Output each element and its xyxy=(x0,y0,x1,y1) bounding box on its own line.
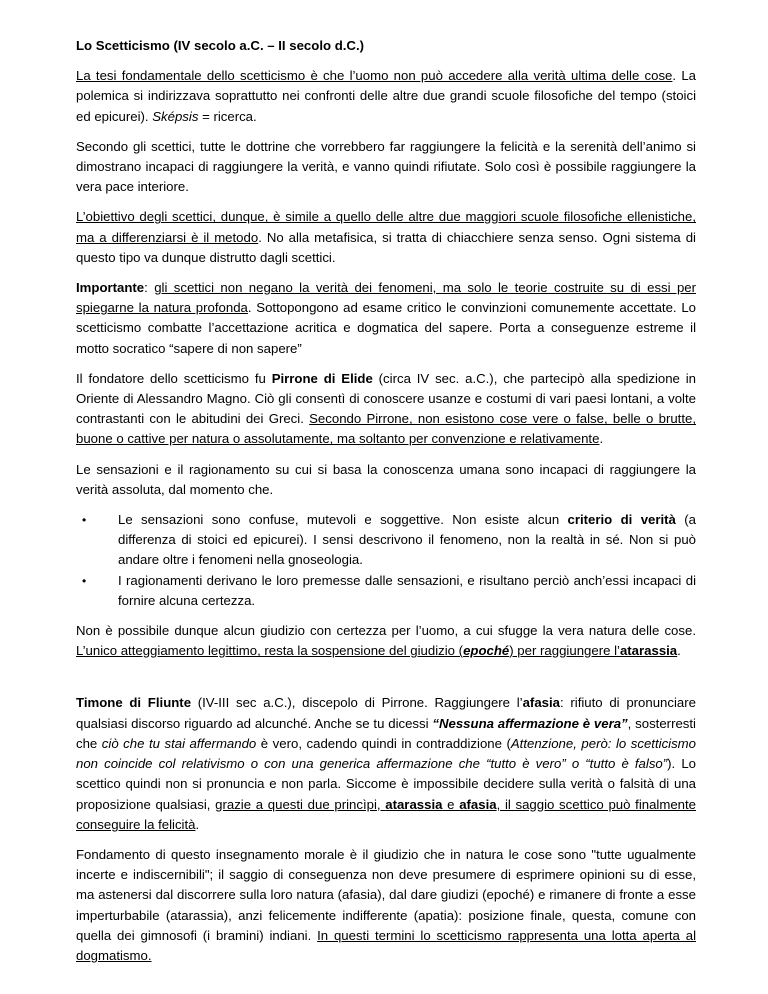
text-span: Fondamento di questo insegnamento morale è il giudizio che in natura le cose sono "tutte ugualmente incerte e indiscernibili"; il saggio di conseguenza non deve presumere di esprimere opinioni su di esse, ma astenersi dal discorrere sulla loro natura (afasia), dal dare giudizi (epoché) e rimanere di fronte a esse imperturbabile (atarassia), anzi felicemente indifferente (apatia): posizione finale, questa, comune con quella dei gimnosofi (i bramini) indiani. xyxy=(76,846,696,943)
bold-text: Pirrone di Elide xyxy=(271,370,373,386)
bold-text: criterio di verità xyxy=(567,512,676,528)
bullet-icon: • xyxy=(82,513,87,528)
underlined-bold-italic-text: epoché xyxy=(463,643,510,659)
italic-text: Sképsis xyxy=(152,108,199,124)
paragraph-timone xyxy=(76,693,696,834)
text-span: è vero, cadendo quindi in contraddizione ( xyxy=(256,735,511,751)
bold-text: afasia xyxy=(522,695,560,711)
text-span: Le sensazioni sono confuse, mutevoli e soggettive. Non esiste alcun xyxy=(118,512,568,528)
text-span: . xyxy=(677,643,681,659)
paragraph-doctrines: Secondo gli scettici, tutte le dottrine che vorrebbero far raggiungere la felicità e la serenità dell’animo si dimostrano incapaci di raggiungere la verità, e vanno quindi rifiutate. Solo così è possibile raggiungere la vera pace interiore. xyxy=(76,138,696,195)
bold-italic-text: “Nessuna affermazione è vera” xyxy=(432,715,628,731)
underlined-bold-text: afasia xyxy=(459,796,497,812)
underlined-text: La tesi fondamentale dello scetticismo è che l’uomo non può accedere alla verità ultima delle cose xyxy=(76,68,673,84)
text-span: Non è possibile dunque alcun giudizio con certezza per l’uomo, a cui sfugge la vera natura delle cose. xyxy=(76,623,696,639)
text-span: . xyxy=(599,431,604,447)
list-item xyxy=(76,510,696,571)
text-span: (a differenza di stoici ed epicurei). I sensi descrivono il fenomeno, non la realtà in sé. Non si può andare oltre i fenomeni nella gnoseologia. xyxy=(118,512,696,568)
underlined-text: e xyxy=(442,796,460,812)
underlined-text: ) per raggiungere l’ xyxy=(509,643,620,659)
text-span: . xyxy=(195,816,200,832)
underlined-text: , il saggio scettico può finalmente conseguire la felicità xyxy=(76,796,696,832)
blank-line xyxy=(76,671,696,693)
text-span: (IV-III sec a.C.), discepolo di Pirrone. Raggiungere l’ xyxy=(191,695,523,711)
underlined-text: gli scettici non negano la verità dei fenomeni, ma solo le teorie costruite su di essi per spiegarne la natura profonda xyxy=(76,280,696,316)
italic-text: ciò che tu stai affermando xyxy=(101,735,257,751)
paragraph-judgement xyxy=(76,621,696,661)
text-span: Il fondatore dello scetticismo fu xyxy=(76,370,272,386)
paragraph-important xyxy=(76,278,696,359)
underlined-text: In questi termini lo scetticismo rappresenta una lotta aperta al dogmatismo. xyxy=(76,927,696,963)
paragraph-foundation xyxy=(76,845,696,966)
list-item xyxy=(76,571,696,611)
text-span: = ricerca. xyxy=(198,108,257,124)
underlined-text: L’obiettivo degli scettici, dunque, è simile a quello delle altre due maggiori scuole filosofiche ellenistiche, ma a differenziarsi è il metodo xyxy=(76,209,696,245)
italic-text: Attenzione, però: lo scetticismo non coincide col relativismo o con una generica affermazione che “tutto è vero” o “tutto è falso” xyxy=(76,735,697,772)
paragraph-pirrone xyxy=(76,369,696,450)
bold-text: Timone di Fliunte xyxy=(76,695,192,711)
bullet-icon: • xyxy=(82,573,87,588)
text-span: : xyxy=(144,280,155,296)
underlined-bold-text: atarassia xyxy=(619,643,678,659)
text-span: (circa IV sec. a.C.), che partecipò alla spedizione in Oriente di Alessandro Magno. Ciò gli consentì di conoscere usanze e costumi di vari paesi lontani, a volte contrastanti con le abitudini dei Greci. xyxy=(76,370,696,427)
text-span: . No alla metafisica, si tratta di chiacchiere senza senso. Ogni sistema di questo tipo va dunque distrutto dagli scettici. xyxy=(76,229,696,265)
underlined-text: Secondo Pirrone, non esistono cose vere o false, belle o brutte, buone o cattive per natura o assolutamente, ma soltanto per convenzione e relativamente xyxy=(76,411,697,447)
text-span: : rifiuto di pronunciare qualsiasi discorso riguardo ad alcunché. Anche se tu dicessi xyxy=(76,695,696,731)
underlined-bold-text: atarassia xyxy=(385,796,443,812)
document-title: Lo Scetticismo (IV secolo a.C. – II secolo d.C.) xyxy=(76,38,365,53)
underlined-text: L’unico atteggiamento legittimo, resta la sospensione del giudizio ( xyxy=(76,643,464,659)
text-span: , sosterresti che xyxy=(76,715,696,751)
paragraph-thesis xyxy=(76,66,696,127)
bold-text: Importante xyxy=(76,280,145,296)
text-span: . La polemica si indirizzava soprattutto nei confronti delle altre due grandi scuole filosofiche del tempo (stoici ed epicurei). xyxy=(76,68,696,124)
underlined-text: grazie a questi due princìpi, xyxy=(215,796,386,812)
bullet-list xyxy=(76,510,696,611)
paragraph-sensations: Le sensazioni e il ragionamento su cui si basa la conoscenza umana sono incapaci di raggiungere la verità assoluta, dal momento che. xyxy=(76,461,696,497)
text-span: ). Lo scettico quindi non si pronuncia e non parla. Siccome è impossibile decidere sulla verità o falsità di una proposizione qualsiasi, xyxy=(76,756,696,812)
text-span: I ragionamenti derivano le loro premesse dalle sensazioni, e risultano perciò anch’essi incapaci di fornire alcuna certezza. xyxy=(118,572,696,608)
text-span: . Sottopongono ad esame critico le convinzioni comunemente accettate. Lo scetticismo combatte l’accettazione acritica e dogmatica del sapere. Porta a conseguenze estreme il motto socratico “sapere di non sapere” xyxy=(76,300,696,356)
paragraph-objective xyxy=(76,207,696,268)
